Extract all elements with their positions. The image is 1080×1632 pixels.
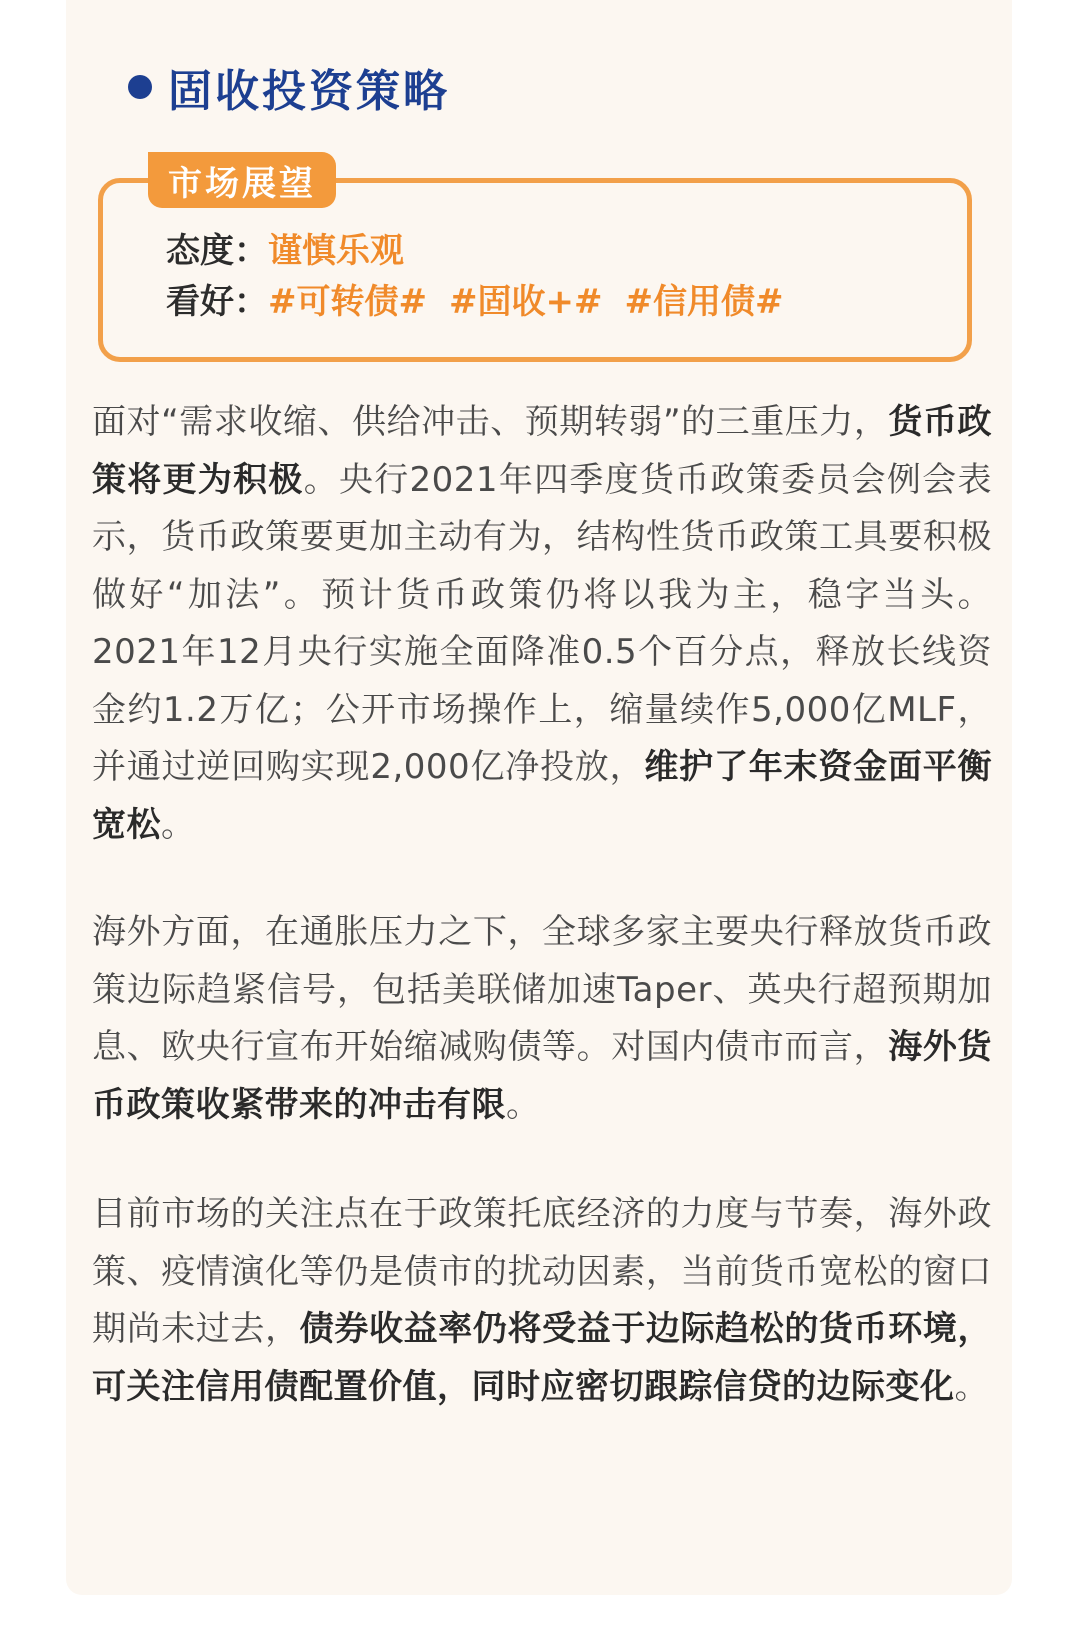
paragraph-emphasis: 债券收益率仍将受益于边际趋松的货币环境，可关注信用债配置价值，同时应密切跟踪信贷的边际变化 [92, 1309, 993, 1407]
favor-tag-convertible-bond: #可转债# [268, 282, 427, 322]
attitude-label: 态度： [166, 231, 268, 271]
attitude-row [166, 230, 404, 272]
favor-row [166, 281, 783, 323]
paragraph-text: 海外方面，在通胀压力之下，全球多家主要央行释放货币政策边际趋紧信号，包括美联储加速Taper、英央行超预期加息、欧央行宣布开始缩减购债等。对国内债市而言， [92, 912, 992, 1067]
paragraph-text: 。 [161, 804, 196, 845]
market-outlook-tab-label: 市场展望 [168, 163, 316, 204]
favor-label: 看好： [166, 282, 268, 322]
paragraph-overseas [92, 904, 992, 1134]
paragraph-text: 面对“需求收缩、供给冲击、预期转弱”的三重压力， [92, 402, 889, 442]
attitude-value: 谨慎乐观 [268, 231, 404, 271]
section-header [128, 52, 450, 122]
paragraph-text: 目前市场的关注点在于政策托底经济的力度与节奏，海外政策、疫情演化等仍是债市的扰动因素，当前货币宽松的窗口期尚未过去， [92, 1194, 992, 1349]
paragraph-market-focus [92, 1186, 992, 1416]
paragraph-text: 。 [954, 1366, 989, 1407]
section-title: 固收投资策略 [168, 66, 450, 117]
paragraph-text: 。央行2021年四季度货币政策委员会例会表示，货币政策要更加主动有为，结构性货币政策工具要积极做好“加法”。预计货币政策仍将以我为主，稳字当头。2021年12月央行实施全面降准0.5个百分点，释放长线资金约1.2万亿；公开市场操作上，缩量续作5,000亿MLF，并通过逆回购实现2,000亿净投放， [92, 459, 992, 787]
bullet-dot-icon [128, 75, 152, 99]
market-outlook-tab [148, 152, 336, 208]
favor-tag-fixed-income-plus: #固收+# [448, 282, 603, 322]
paragraph-emphasis: 维护了年末资金面平衡宽松 [92, 747, 992, 845]
favor-tag-credit-bond: #信用债# [624, 282, 784, 322]
paragraph-monetary-policy [92, 394, 992, 854]
paragraph-emphasis: 货币政策将更为积极 [92, 402, 993, 500]
paragraph-text: 。 [506, 1084, 541, 1125]
paragraph-emphasis: 海外货币政策收紧带来的冲击有限 [92, 1027, 993, 1125]
